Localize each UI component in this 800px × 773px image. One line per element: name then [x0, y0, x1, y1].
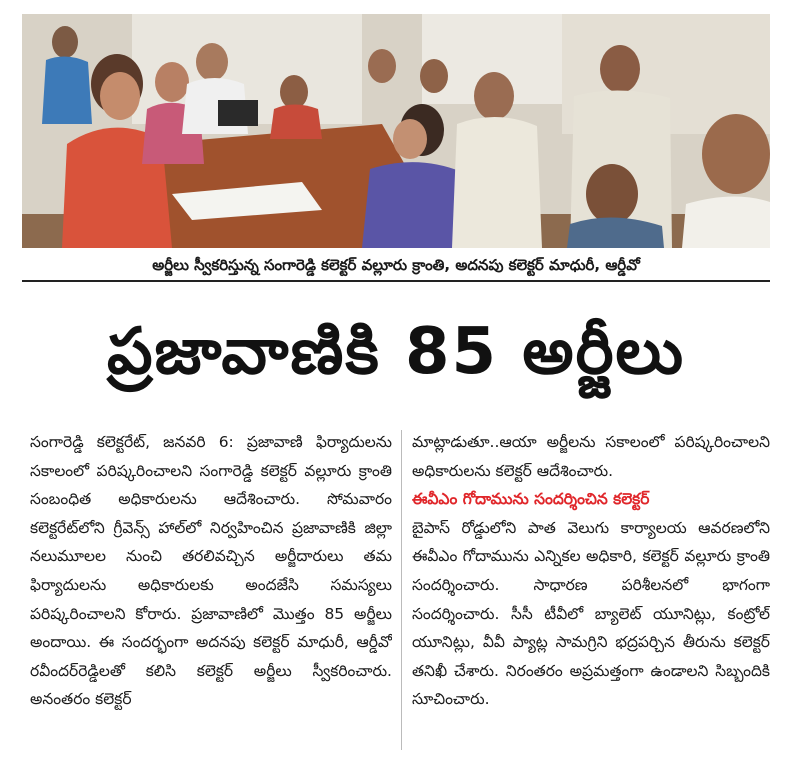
photo-caption: అర్జీలు స్వీకరిస్తున్న సంగారెడ్డి కలెక్టర్ వల్లూరు క్రాంతి, అదనపు కలెక్టర్ మాధురీ, ఆర్డీవో [22, 252, 770, 282]
news-photo-illustration [22, 14, 770, 248]
headline: ప్రజావాణికి 85 అర్జీలు [106, 315, 686, 389]
column-divider [401, 430, 402, 750]
article-paragraph: సంగారెడ్డి కలెక్టరేట్, జనవరి 6: ప్రజావాణి ఫిర్యాదులను సకాలంలో పరిష్కరించాలని సంగారెడ్డి కలెక్టర్ వల్లూరు క్రాంతి సంబంధిత అధికారులను ఆదేశించారు. సోమవారం కలెక్టరేట్‌లోని గ్రీవెన్స్ హాల్‌లో నిర్వహించిన ప్రజావాణికి జిల్లా నలుమూలల నుంచి తరలివచ్చిన అర్జీదారులు తమ ఫిర్యాదులను అధికారులకు అందజేసి సమస్యలు పరిష్కరించాలని కోరారు. ప్రజావాణిలో మొత్తం 85 అర్జీలు అందాయి. ఈ సందర్భంగా అదనపు కలెక్టర్ మాధురీ, ఆర్డీవో రవీందర్‌రెడ్డిలతో కలిసి కలెక్టర్ అర్జీలు స్వీకరించారు. అనంతరం కలెక్టర్ [30, 433, 392, 709]
article-subheading: ఈవీఎం గోదామును సందర్శించిన కలెక్టర్ [412, 490, 650, 509]
article-left-column [30, 428, 392, 760]
article-right-column [412, 428, 770, 760]
news-photo [22, 14, 770, 248]
article-paragraph-continued: మాట్లాడుతూ..ఆయా అర్జీలను సకాలంలో పరిష్కరించాలని అధికారులను కలెక్టర్ ఆదేశించారు. [412, 433, 770, 480]
article-paragraph-evm: బైపాస్ రోడ్డులోని పాత వెలుగు కార్యాలయ ఆవరణలోని ఈవీఎం గోదామును ఎన్నికల అధికారి, కలెక్టర్ వల్లూరు క్రాంతి సందర్శించారు. సాధారణ పరిశీలనలో భాగంగా సందర్శించారు. సీసీ టీవీలో బ్యాలెట్ యూనిట్లు, కంట్రోల్ యూనిట్లు, వీవీ ప్యాట్ల సామగ్రిని భద్రపర్చిన తీరును కలెక్టర్ తనిఖీ చేశారు. నిరంతరం అప్రమత్తంగా ఉండాలని సిబ్బందికి సూచించారు. [412, 518, 770, 709]
